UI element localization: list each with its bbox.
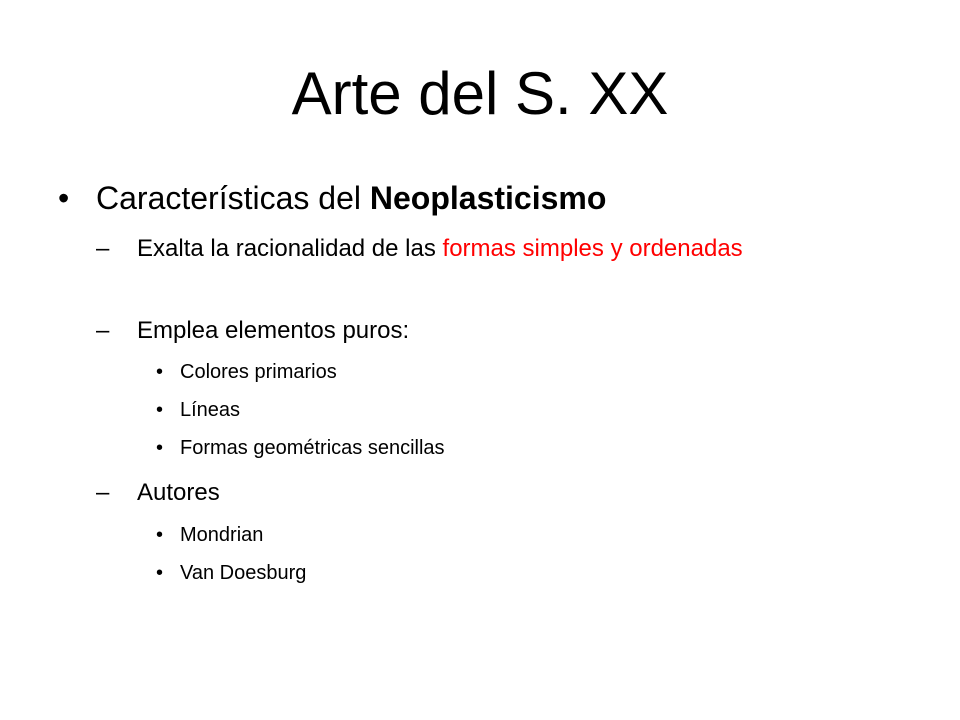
subitem-exalta <box>0 229 960 309</box>
list-item <box>0 360 960 384</box>
list-item-text: Formas geométricas sencillas <box>180 437 445 459</box>
subitem-emplea-text: Emplea elementos puros: <box>137 317 410 344</box>
list-item-text: Colores primarios <box>180 361 337 383</box>
dash-glyph: – <box>96 479 110 506</box>
slide-title: Arte del S. XX <box>291 60 669 127</box>
subitem-exalta-plain: Exalta la racionalidad de las <box>137 235 443 262</box>
bullet-text-plain: Características del <box>96 180 370 216</box>
list-item <box>0 398 960 422</box>
bullet-glyph: • <box>156 562 164 584</box>
subitem-emplea <box>0 316 960 346</box>
subitem-autores-text: Autores <box>137 479 220 506</box>
list-item <box>0 561 960 585</box>
bullet-characteristics <box>0 179 960 219</box>
list-item-text: Líneas <box>180 399 241 421</box>
subitem-exalta-text <box>137 229 797 269</box>
subitem-autores <box>0 478 960 508</box>
bullet-text <box>96 179 606 217</box>
list-item <box>0 436 960 460</box>
bullet-glyph: • <box>156 399 164 421</box>
dash-glyph: – <box>96 317 110 344</box>
list-item-text: Van Doesburg <box>180 562 307 584</box>
bullet-glyph: • <box>156 361 164 383</box>
list-item-text: Mondrian <box>180 524 264 546</box>
bullet-glyph: • <box>156 524 164 546</box>
bullet-glyph: • <box>156 437 164 459</box>
list-item <box>0 523 960 547</box>
bullet-text-bold: Neoplasticismo <box>369 180 607 216</box>
bullet-glyph: • <box>58 180 70 216</box>
dash-glyph: – <box>96 235 110 262</box>
subitem-exalta-highlight: formas simples y ordenadas <box>442 235 743 262</box>
